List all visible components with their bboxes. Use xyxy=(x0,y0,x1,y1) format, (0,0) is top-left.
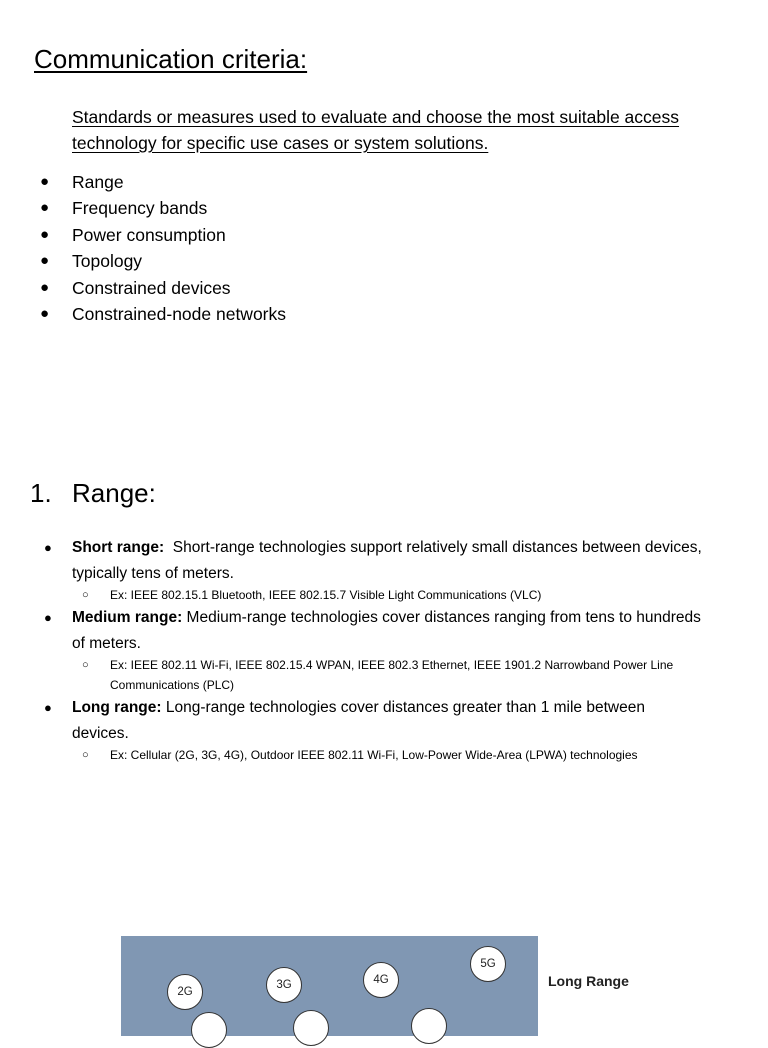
diagram-node-partial xyxy=(411,1008,447,1044)
range-term: Short range: xyxy=(72,539,165,556)
range-description: ● Long range: Long-range technologies cover distances greater than 1 mile between xyxy=(44,695,744,721)
range-example: ○ Ex: IEEE 802.15.1 Bluetooth, IEEE 802.15.7 Visible Light Communications (VLC) xyxy=(44,586,710,606)
circle-bullet-icon: ○ xyxy=(82,749,89,761)
list-item: ● Range xyxy=(40,169,286,195)
section-number: 1. xyxy=(30,478,52,508)
bullet-icon: ● xyxy=(40,278,50,296)
diagram-node-partial xyxy=(191,1012,227,1048)
list-item: ● Frequency bands xyxy=(40,195,286,221)
page-title: Communication criteria: xyxy=(34,44,308,74)
circle-bullet-icon: ○ xyxy=(82,589,89,601)
range-description-cont: typically tens of meters. xyxy=(72,564,234,582)
list-item: ● Power consumption xyxy=(40,222,286,248)
bullet-icon: ● xyxy=(40,304,50,322)
range-example: ○ Ex: Cellular (2G, 3G, 4G), Outdoor IEEE 802.11 Wi-Fi, Low-Power Wide-Area (LPWA) technologies xyxy=(44,746,710,766)
range-example-cont: Communications (PLC) xyxy=(110,677,235,692)
range-item-short xyxy=(44,535,744,606)
circle-bullet-icon: ○ xyxy=(82,659,89,671)
diagram-node-2g: 2G xyxy=(167,974,203,1010)
criteria-definition: Standards or measures used to evaluate and choose the most suitable access technology for specific use cases or system solutions. xyxy=(72,107,680,153)
range-term: Medium range: xyxy=(72,609,183,626)
bullet-icon: ● xyxy=(44,540,52,555)
diagram-label: Long Range xyxy=(548,973,629,989)
bullet-icon: ● xyxy=(44,610,52,625)
range-item-medium xyxy=(44,605,744,695)
bullet-icon: ● xyxy=(44,700,52,715)
bullet-icon: ● xyxy=(40,173,50,190)
range-term: Long range: xyxy=(72,699,162,716)
diagram-node-partial xyxy=(293,1010,329,1046)
range-description-cont: devices. xyxy=(72,724,129,742)
range-item-long xyxy=(44,695,744,766)
bullet-icon: ● xyxy=(40,199,50,217)
range-description: ● Medium range: Medium-range technologies cover distances ranging from tens to hundreds xyxy=(44,605,744,631)
list-item: ● Constrained devices xyxy=(40,275,286,301)
section-title: Range: xyxy=(72,478,156,508)
bullet-icon: ● xyxy=(40,225,50,243)
list-item: ● Topology xyxy=(40,248,286,274)
range-diagram xyxy=(121,936,538,1036)
range-example: ○ Ex: IEEE 802.11 Wi-Fi, IEEE 802.15.4 WPAN, IEEE 802.3 Ethernet, IEEE 1901.2 Narrowband Power Line xyxy=(44,656,710,676)
criteria-list xyxy=(40,169,286,327)
diagram-node-3g: 3G xyxy=(266,967,302,1003)
list-item: ● Constrained-node networks xyxy=(40,301,286,327)
diagram-node-5g: 5G xyxy=(470,946,506,982)
range-description: ● Short range: Short-range technologies support relatively small distances between devices, xyxy=(44,535,744,561)
diagram-node-4g: 4G xyxy=(363,962,399,998)
range-description-cont: of meters. xyxy=(72,634,141,652)
bullet-icon: ● xyxy=(40,252,50,270)
